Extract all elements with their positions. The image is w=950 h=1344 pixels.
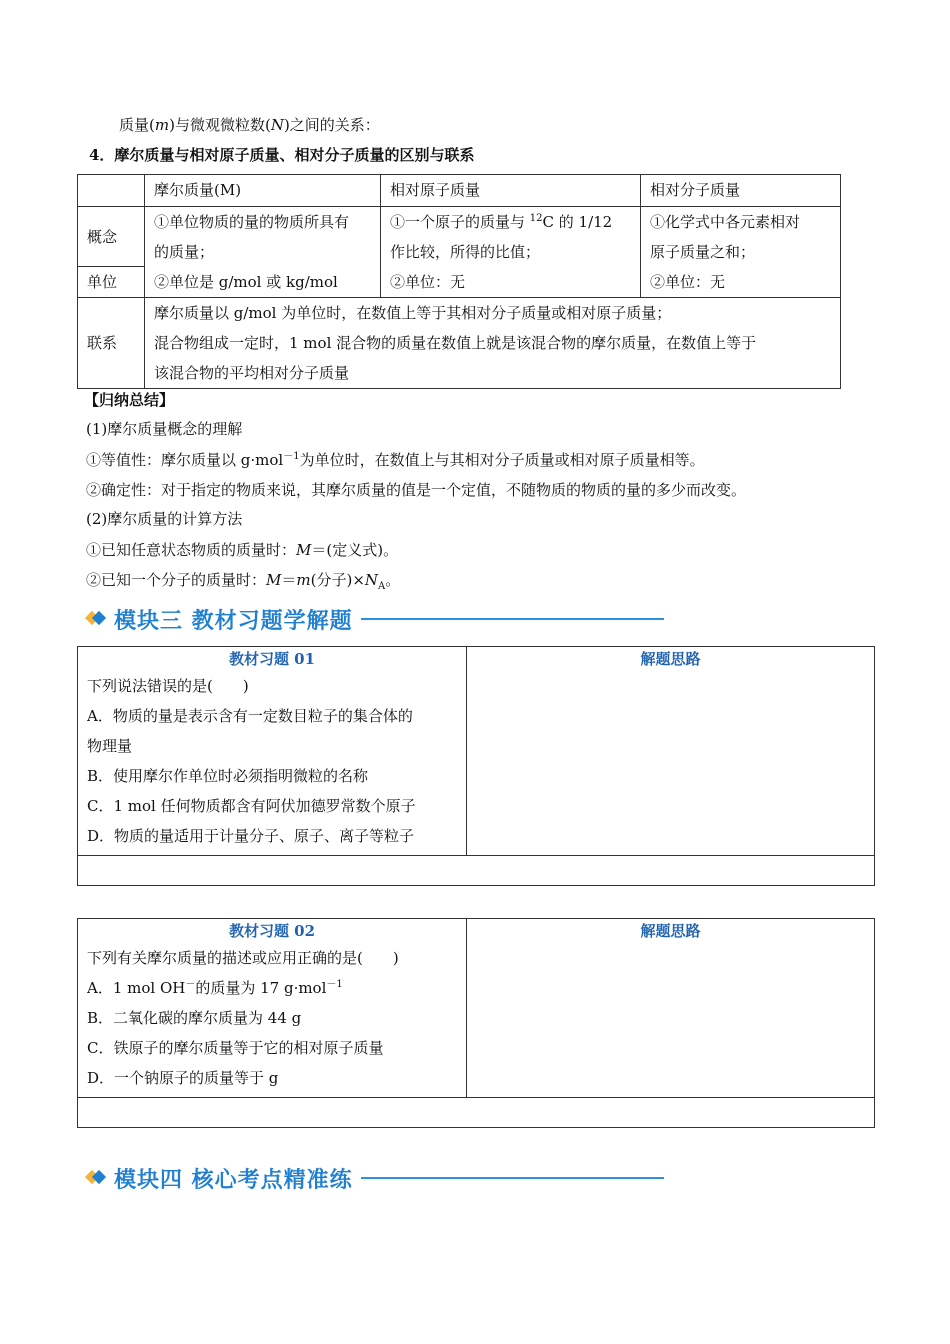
exercise-2-solution-cell[interactable] xyxy=(467,919,875,1098)
molecular-line-3: ②单位：无 xyxy=(650,273,726,291)
header-relative-molecular-mass: 相对分子质量 xyxy=(641,175,841,207)
heading-4: 4．摩尔质量与相对原子质量、相对分子质量的区别与联系 xyxy=(89,146,475,164)
intro-text-mid: )与微观微粒数( xyxy=(169,116,271,134)
exercise-1-option-a: A．物质的量是表示含有一定数目粒子的集合体的 xyxy=(87,707,413,725)
exercise-2-question-cell xyxy=(78,919,467,1098)
header-relative-atomic-mass: 相对原子质量 xyxy=(381,175,641,207)
exercise-1-table xyxy=(77,646,875,886)
summary-title: 【归纳总结】 xyxy=(84,391,175,409)
exercise-2-question: 下列有关摩尔质量的描述或应用正确的是( ) xyxy=(87,949,399,967)
ex2-a-sup1: － xyxy=(185,979,196,990)
exercise-2-option-a xyxy=(87,973,466,1003)
row-label-unit: 单位 xyxy=(78,267,145,298)
section-4-title: 模块四 核心考点精准练 xyxy=(114,1167,353,1193)
atomic-line-1a: ①一个原子的质量与 xyxy=(390,213,530,231)
exercise-1-solution-title: 解题思路 xyxy=(640,650,701,668)
atomic-line-2: 作比较，所得的比值； xyxy=(390,243,541,261)
exercise-1-option-d: D．物质的量适用于计量分子、原子、离子等粒子 xyxy=(87,827,415,845)
cell-molar-concept-unit xyxy=(145,207,381,298)
exercise-1-answer-row[interactable] xyxy=(78,856,875,886)
link-line-2: 混合物组成一定时，1 mol 混合物的质量在数值上就是该混合物的摩尔质量，在数值上等于 xyxy=(154,334,757,352)
summary-p6-a: ②已知一个分子的质量时： xyxy=(86,571,267,589)
summary-p6-sub-A: A xyxy=(378,581,386,592)
summary-p6-c: 。 xyxy=(385,571,401,589)
section-3-rule xyxy=(361,618,664,620)
intro-relation-line xyxy=(119,115,380,135)
section-4-header xyxy=(86,1161,664,1195)
carbon-12-superscript: 12 xyxy=(529,213,543,224)
row-label-link: 联系 xyxy=(78,298,145,389)
section-3-header xyxy=(86,602,664,636)
summary-p5-b: ＝(定义式)。 xyxy=(311,541,399,559)
exercise-2-answer-row[interactable] xyxy=(78,1098,875,1128)
molar-line-1: ①单位物质的量的物质所具有 xyxy=(154,213,350,231)
cell-link xyxy=(145,298,841,389)
summary-p6-eq: ＝ xyxy=(281,571,297,589)
atomic-line-1 xyxy=(390,207,640,237)
comparison-table xyxy=(77,174,841,389)
summary-p6-var-N: N xyxy=(364,571,379,589)
exercise-2-option-d: D．一个钠原子的质量等于 g xyxy=(87,1069,279,1087)
atomic-line-3: ②单位：无 xyxy=(390,273,466,291)
exercise-2-table xyxy=(77,918,875,1128)
exercise-1-option-c: C．1 mol 任何物质都含有阿伏加德罗常数个原子 xyxy=(87,797,416,815)
summary-point-1: (1)摩尔质量概念的理解 xyxy=(86,420,243,438)
row-label-concept: 概念 xyxy=(78,207,145,267)
summary-point-3: ②确定性：对于指定的物质来说，其摩尔质量的值是一个定值，不随物质的物质的量的多少而改变。 xyxy=(86,481,747,499)
molar-line-2: 的质量； xyxy=(154,243,215,261)
summary-point-5 xyxy=(86,540,398,560)
diamond-icon xyxy=(86,1170,108,1186)
exercise-1-question-cell xyxy=(78,647,467,856)
diamond-icon xyxy=(86,611,108,627)
molar-line-3: ②单位是 g/mol 或 kg/mol xyxy=(154,273,338,291)
intro-text-pre: 质量( xyxy=(119,116,155,134)
summary-point-6 xyxy=(86,570,400,590)
link-line-3: 该混合物的平均相对分子质量 xyxy=(154,364,350,382)
ex2-a-mid: 的质量为 17 g·mol xyxy=(195,979,327,997)
summary-p6-var-m: m xyxy=(296,571,311,589)
exercise-1-option-b: B．使用摩尔作单位时必须指明微粒的名称 xyxy=(87,767,369,785)
intro-var-m: m xyxy=(154,116,170,134)
exercise-2-option-c: C．铁原子的摩尔质量等于它的相对原子质量 xyxy=(87,1039,384,1057)
exercise-1-question: 下列说法错误的是( ) xyxy=(87,677,249,695)
summary-p2-b: 为单位时，在数值上与其相对分子质量或相对原子质量相等。 xyxy=(299,451,705,469)
cell-molecular-concept-unit xyxy=(641,207,841,298)
cell-atomic-concept-unit xyxy=(381,207,641,298)
section-4-rule xyxy=(361,1177,664,1179)
molecular-line-1: ①化学式中各元素相对 xyxy=(650,213,801,231)
exercise-2-option-b: B．二氧化碳的摩尔质量为 44 g xyxy=(87,1009,302,1027)
exercise-1-solution-cell[interactable] xyxy=(467,647,875,856)
summary-point-4: (2)摩尔质量的计算方法 xyxy=(86,510,243,528)
intro-var-n: N xyxy=(270,116,284,134)
exercise-1-title: 教材习题 01 xyxy=(228,650,316,668)
summary-point-2 xyxy=(86,450,705,470)
ex2-a-pre: A．1 mol OH xyxy=(87,979,186,997)
molecular-line-2: 原子质量之和； xyxy=(650,243,756,261)
atomic-line-1b: C 的 1/12 xyxy=(542,213,613,231)
summary-p5-var-m: M xyxy=(296,541,312,559)
summary-p6-b: (分子)× xyxy=(310,571,365,589)
summary-p2-sup: －1 xyxy=(283,451,300,462)
intro-text-post: )之间的关系： xyxy=(283,116,380,134)
exercise-2-solution-title: 解题思路 xyxy=(640,922,701,940)
link-line-1: 摩尔质量以 g/mol 为单位时，在数值上等于其相对分子质量或相对原子质量； xyxy=(154,304,672,322)
exercise-1-option-a-cont: 物理量 xyxy=(87,737,133,755)
section-3-title: 模块三 教材习题学解题 xyxy=(114,608,353,634)
header-molar-mass: 摩尔质量(M) xyxy=(145,175,381,207)
summary-p2-a: ①等值性：摩尔质量以 g·mol xyxy=(86,451,284,469)
summary-p5-a: ①已知任意状态物质的质量时： xyxy=(86,541,297,559)
exercise-2-title: 教材习题 02 xyxy=(228,922,316,940)
ex2-a-sup2: －1 xyxy=(326,979,343,990)
summary-p6-var-M: M xyxy=(266,571,282,589)
empty-corner-cell xyxy=(78,175,145,207)
